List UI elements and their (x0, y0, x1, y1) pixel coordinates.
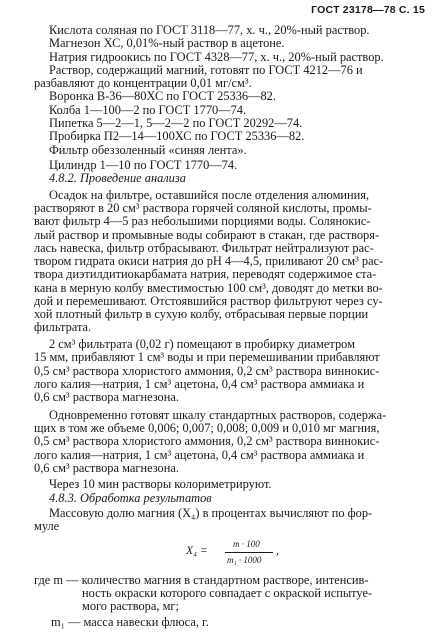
text-line: твора диэтилдитиокарбамата натрия, переводят содержимое ста- (34, 267, 377, 281)
text-line: Раствор, содержащий магний, готовят по ГОСТ 4212—76 и (49, 63, 363, 77)
text-line: вают фильтр 4—5 раз небольшими порциями воды. Солянокис- (34, 214, 371, 228)
formula-numerator: m · 100 (233, 539, 260, 549)
text-line: Через 10 мин растворы колориметрируют. (49, 477, 272, 491)
text-line: 0,5 см³ раствора хлористого аммония, 0,2 см³ раствора виннокис- (34, 434, 380, 448)
text-line: лого калия—натрия, 1 см³ ацетона, 0,4 см³ раствора аммиака и (34, 448, 365, 462)
text-line: m₁ — масса навески флюса, г. (51, 615, 209, 629)
formula-lhs: X₄ = (186, 545, 208, 557)
text-line: Массовую долю магния (X₄) в процентах вычисляют по фор- (49, 506, 373, 520)
text-line: хой плотный фильтр в сухую колбу, отбрасывая первые порции (34, 307, 369, 321)
page-header: ГОСТ 23178—78 С. 15 (311, 4, 425, 16)
section-heading: 4.8.2. Проведение анализа (49, 171, 186, 185)
section-heading: 4.8.3. Обработка результатов (49, 491, 212, 505)
text-line: Колба 1—100—2 по ГОСТ 1770—74. (49, 103, 247, 117)
text-line: Пробирка П2—14—100ХС по ГОСТ 25336—82. (49, 129, 305, 143)
text-line: муле (34, 519, 60, 533)
formula-denominator: m₁ · 1000 (227, 555, 262, 565)
text-line: Одновременно готовят шкалу стандартных растворов, содержа- (49, 408, 387, 422)
text-line: твором гидрата окиси натрия до рН 4—4,5, приливают 20 см³ рас- (34, 254, 384, 268)
text-line: Фильтр обеззоленный «синяя лента». (49, 143, 247, 157)
text-line: 2 см³ фильтрата (0,02 г) помещают в пробирку диаметром (49, 337, 355, 351)
text-line: мого раствора, мг; (82, 599, 179, 613)
formula-tail: , (276, 545, 279, 557)
text-line: 15 мм, прибавляют 1 см³ воды и при перемешивании прибавляют (34, 350, 380, 364)
text-line: 0,6 см³ раствора магнезона. (34, 390, 179, 404)
text-line: Магнезон ХС, 0,01%-ный раствор в ацетоне. (49, 36, 285, 50)
text-line: кана в мерную колбу вместимостью 100 см³, доводят до метки во- (34, 281, 383, 295)
text-line: Натрия гидроокись по ГОСТ 4328—77, х. ч., 20%-ный раствор. (49, 50, 384, 64)
text-line: где m — количество магния в стандартном растворе, интенсив- (34, 573, 369, 587)
text-line: 0,5 см³ раствора хлористого аммония, 0,2 см³ раствора виннокис- (34, 364, 380, 378)
text-line: Цилиндр 1—10 по ГОСТ 1770—74. (49, 158, 238, 172)
text-line: ность окраски которого совпадает с окраской испытуе- (82, 586, 373, 600)
fraction-bar (225, 552, 273, 553)
text-line: дой и перемешивают. Отстоявшийся раствор фильтруют через су- (34, 294, 383, 308)
text-line: Пипетка 5—2—1, 5—2—2 по ГОСТ 20292—74. (49, 116, 303, 130)
text-line: лого калия—натрия, 1 см³ ацетона, 0,4 см³ раствора аммиака и (34, 377, 365, 391)
text-line: разбавляют до концентрации 0,01 мг/см³. (34, 76, 252, 90)
text-line: растворяют в 20 см³ раствора горячей соляной кислоты, промы- (34, 201, 372, 215)
text-line: фильтрата. (34, 320, 92, 334)
text-line: Осадок на фильтре, оставшийся после отделения алюминия, (49, 188, 370, 202)
text-line: Кислота соляная по ГОСТ 3118—77, х. ч., 20%-ный раствор. (49, 23, 370, 37)
text-line: Воронка В-36—80ХС по ГОСТ 25336—82. (49, 89, 276, 103)
text-line: лый раствор и промывные воды собирают в стакан, где растворя- (34, 228, 380, 242)
text-line: лась навеска, фильтр отбрасывают. Фильтрат нейтрализуют рас- (34, 241, 374, 255)
text-line: щих в том же объеме 0,006; 0,007; 0,008; 0,009 и 0,010 мг магния, (34, 421, 380, 435)
text-line: 0,6 см³ раствора магнезона. (34, 461, 179, 475)
